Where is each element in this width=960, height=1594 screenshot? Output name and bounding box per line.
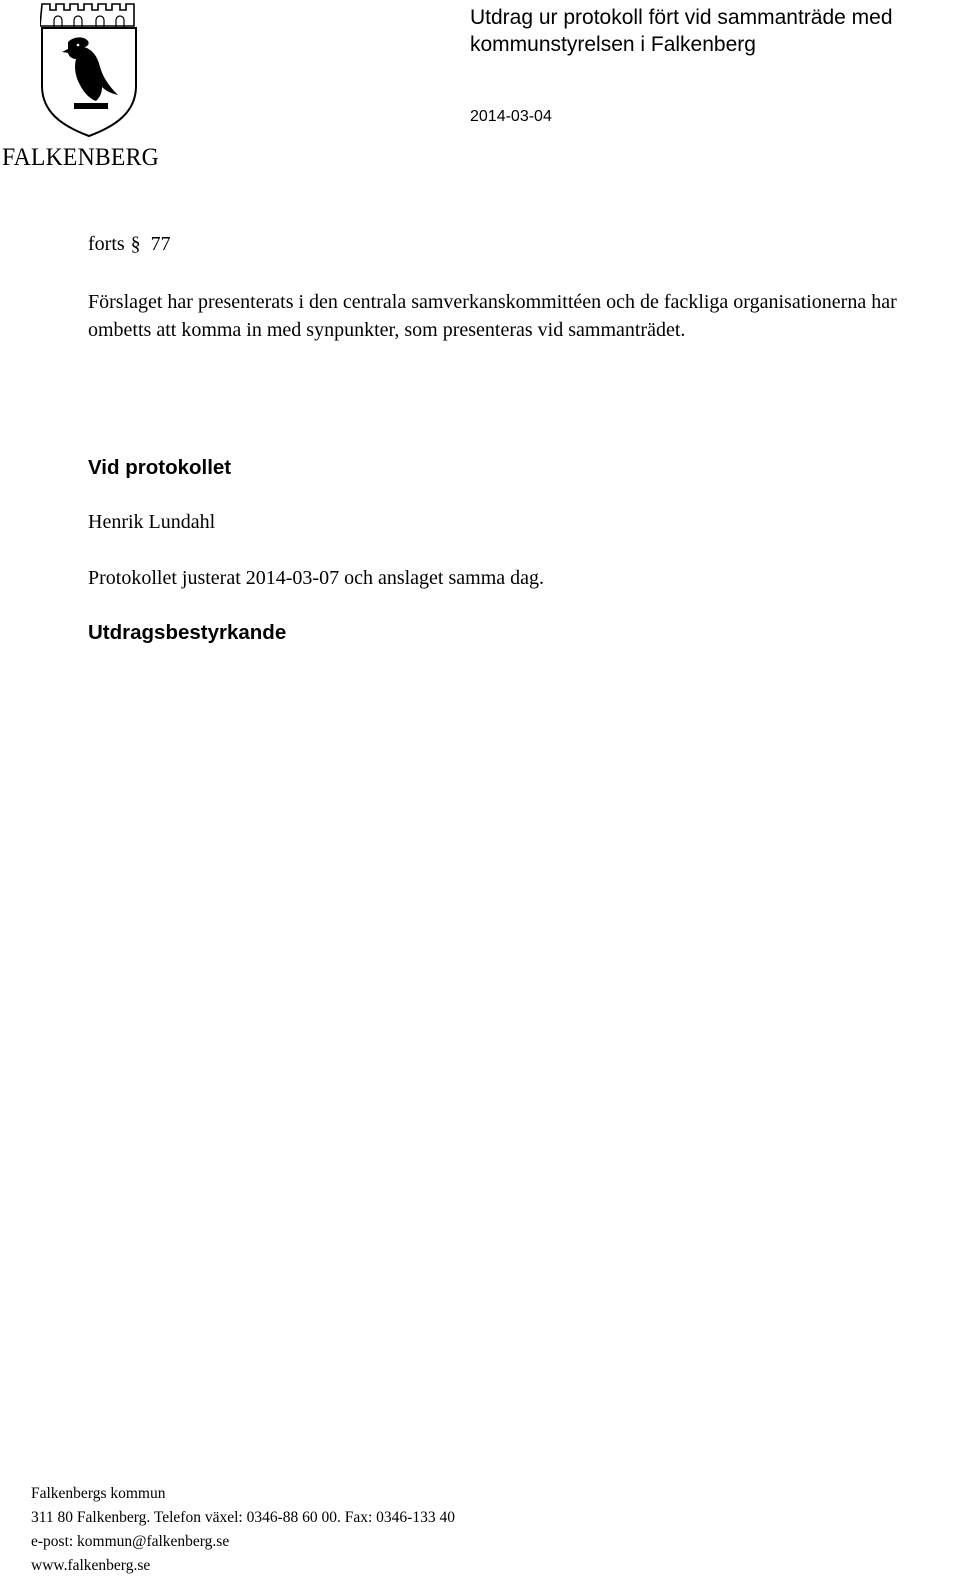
section-reference [88, 232, 171, 256]
section-symbol: § [130, 233, 141, 255]
footer-email: e-post: kommun@falkenberg.se [31, 1533, 230, 1550]
justification-note: Protokollet justerat 2014-03-07 och anslaget samma dag. [88, 567, 545, 589]
section-prefix: forts [88, 233, 125, 255]
logo-wordmark: FALKENBERG [2, 142, 159, 171]
footer-organization: Falkenbergs kommun [31, 1485, 166, 1502]
footer-address: 311 80 Falkenberg. Telefon växel: 0346-88 60 00. Fax: 0346-133 40 [31, 1509, 455, 1526]
heading-vid-protokollet: Vid protokollet [88, 456, 232, 479]
heading-utdragsbestyrkande: Utdragsbestyrkande [88, 621, 287, 644]
footer-website: www.falkenberg.se [31, 1557, 151, 1574]
document-title: Utdrag ur protokoll fört vid sammanträde med kommunstyrelsen i Falkenberg [470, 6, 893, 56]
document-date: 2014-03-04 [470, 108, 552, 125]
footer [31, 1482, 455, 1578]
body-paragraph: Förslaget har presenterats i den centrala samverkanskommittéen och de fackliga organisationerna har ombetts att komma in med synpunkter, som presenteras vid sammanträdet. [88, 291, 897, 341]
coat-of-arms-icon [40, 2, 138, 138]
signatory-name: Henrik Lundahl [88, 511, 216, 533]
section-number: 77 [150, 233, 171, 255]
